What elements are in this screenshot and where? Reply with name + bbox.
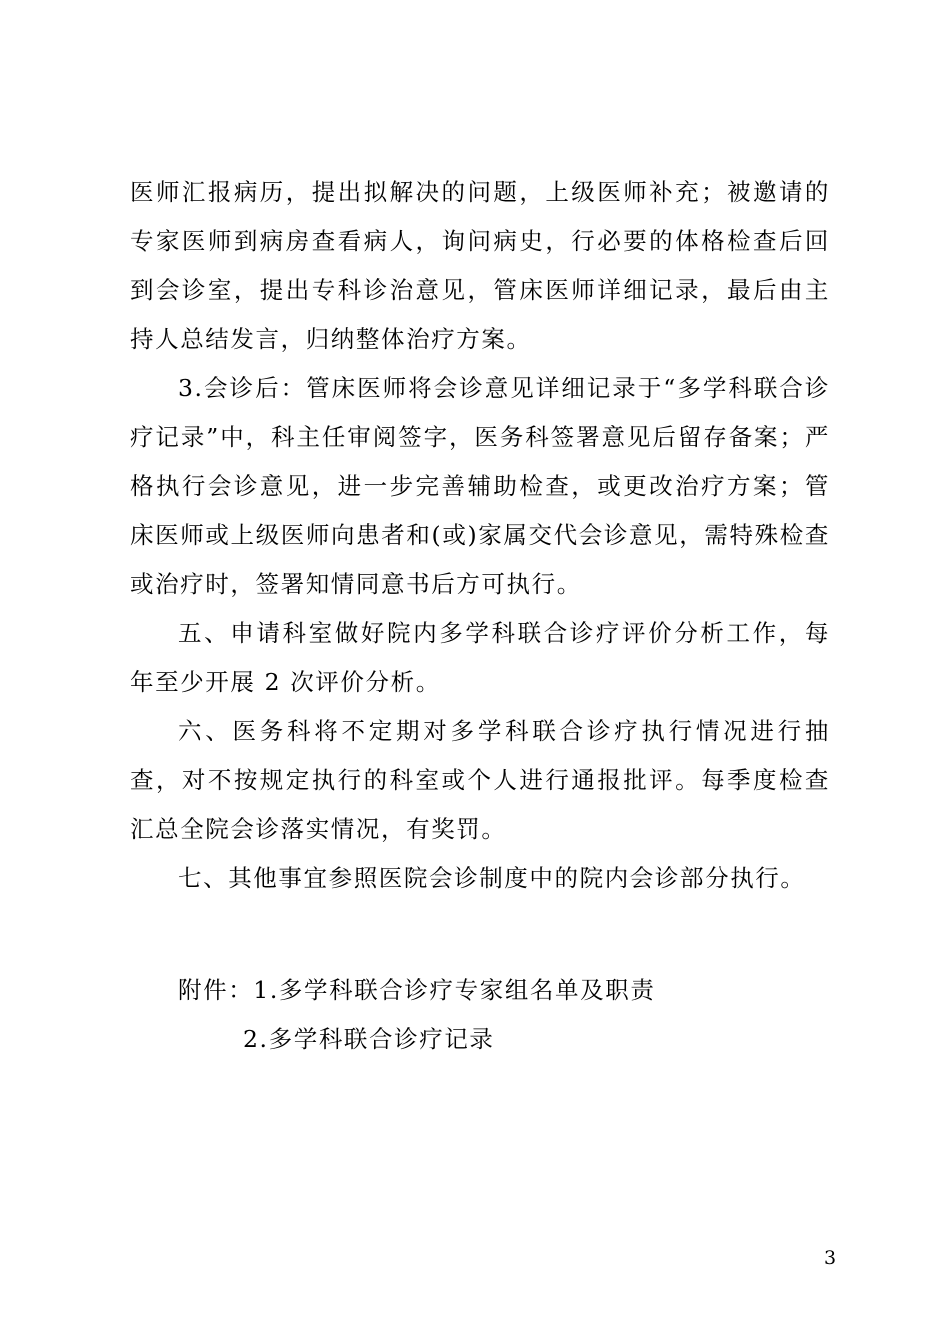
paragraph-item-six: 六、医务科将不定期对多学科联合诊疗执行情况进行抽查，对不按规定执行的科室或个人进行通报批评。每季度检查汇总全院会诊落实情况，有奖罚。 — [130, 717, 830, 843]
attachment-line-1: 附件：1.多学科联合诊疗专家组名单及职责 — [178, 976, 656, 1004]
paragraph-item-five: 五、申请科室做好院内多学科联合诊疗评价分析工作，每年至少开展 2 次评价分析。 — [130, 619, 830, 696]
page-number: 3 — [824, 1247, 837, 1269]
paragraph-after-consultation: 3.会诊后：管床医师将会诊意见详细记录于“多学科联合诊疗记录”中，科主任审阅签字，医务科签署意见后留存备案；严格执行会诊意见，进一步完善辅助检查，或更改治疗方案；管床医师或上级医师向患者和(或)家属交代会诊意见，需特殊检查或治疗时，签署知情同意书后方可执行。 — [130, 374, 830, 598]
paragraph-item-seven: 七、其他事宜参照医院会诊制度中的院内会诊部分执行。 — [178, 864, 806, 892]
document-body — [130, 168, 830, 903]
attachment-line-2: 2.多学科联合诊疗记录 — [243, 1025, 495, 1053]
paragraph-consultation-process: 医师汇报病历，提出拟解决的问题，上级医师补充；被邀请的专家医师到病房查看病人，询问病史，行必要的体格检查后回到会诊室，提出专科诊治意见，管床医师详细记录，最后由主持人总结发言，归纳整体治疗方案。 — [130, 178, 830, 353]
attachments-section — [178, 966, 828, 1064]
